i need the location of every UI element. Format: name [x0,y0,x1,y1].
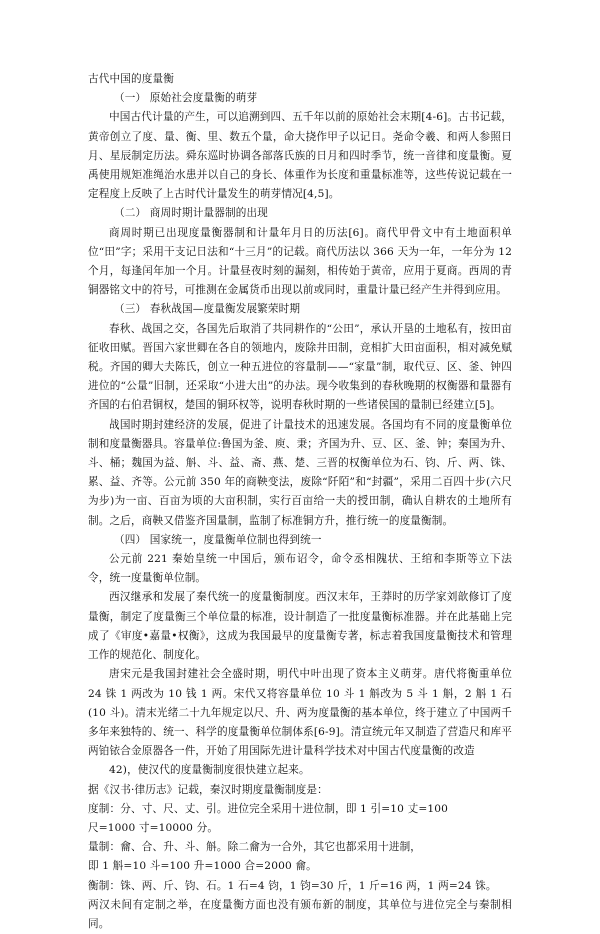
section-1-paragraph-1: 中国古代计量的产生，可以追溯到四、五千年以前的原始社会末期[4-6]。古书记载，黄帝创立了度、量、衡、里、数五个量，命大挠作甲子以记日。尧命令羲、和两人参照日月、星辰制定历法。舜东巡时协调各部落氏族的日月和四时季节，统一音律和度量衡。夏禹使用规矩准绳治水患并以自己的身长、体重作为长度和重量标准等，这些传说记载在一定程度上反映了上古时代计量发生的萌芽情况[4,5]。 [88,111,512,201]
section-4-paragraph-1: 公元前 221 秦始皇统一中国后，颁布诏令，命令丞相隗状、王绾和李斯等立下法令，统一度量衡单位制。 [88,553,512,585]
length-system-line-2: 尺=1000 寸=10000 分。 [88,821,219,834]
section-heading-4: （四） 国家统一，度量衡单位制也得到统一 [114,533,322,546]
section-heading-2: （二） 商周时期计量器制的出现 [114,207,268,220]
section-heading-1: （一） 原始社会度量衡的萌芽 [114,92,258,105]
document-page [88,70,512,934]
section-4-paragraph-3: 唐宋元是我国封建社会全盛时期，明代中叶出现了资本主义萌芽。唐代将衡重单位 24 铢 1 两改为 10 钱 1 两。宋代又将容量单位 10 斗 1 斛改为 5 斗 1 斛，2 斛 1 石(10 斗)。清末光绪二十九年规定以尺、升、两为度量衡的基本单位，终于建立了中国两千多年来独特的、统一、科学的度量衡单位制体系[6-9]。清宣统元年又制造了营造尺和库平两铂铱合金原器各一件，开始了用国际先进计量科学技术对中国古代度量衡的改造 [88,668,512,758]
section-3-paragraph-1: 春秋、战国之交，各国先后取消了共同耕作的“公田”，承认开垦的土地私有，按田亩征收田赋。晋国六家世卿在各自的领地内，废除井田制，竞相扩大田亩面积，相对减免赋税。齐国的卿大夫陈氏，创立一种五进位的容量制——“家量”制，取代豆、区、釜、钟四进位的“公量”旧制，还采取“小进大出”的办法。现今收集到的春秋晚期的权衡器和量器有齐国的右伯君铜权，楚国的铜环权等，说明春秋时期的一些诸侯国的量制已经建立[5]。 [88,322,512,412]
volume-system-line-1: 量制：龠、合、升、斗、斛。除二龠为一合外，其它也都采用十进制， [88,841,422,854]
section-4-paragraph-4: 42)，使汉代的度量衡制度很快建立起来。 [109,764,310,777]
volume-system-line-2: 即 1 斛=10 斗=100 升=1000 合=2000 龠。 [88,860,317,873]
measurement-system-intro: 据《汉书·律历志》记载，秦汉时期度量衡制度是： [88,783,328,796]
closing-paragraph: 两汉未间有定制之举，在度量衡方面也没有颁布新的制度，其单位与进位完全与秦制相同。 [88,898,512,930]
volume-system [88,838,512,876]
section-3-paragraph-2: 战国时期封建经济的发展，促进了计量技术的迅速发展。各国均有不同的度量衡单位制和度量衡器具。容量单位:鲁国为釜、庾、秉；齐国为升、豆、区、釜、钟；秦国为升、斗、桶；魏国为益、斛、斗、益、斋、燕、楚、三晋的权衡单位为石、钧、斤、两、铢、累、益、齐等。公元前 350 年的商鞅变法，废除“阡陌”和“封疆”，采用二百四十步(六尺为步)为一亩、百亩为顷的大亩积制，实行百亩给一夫的授田制，确认自耕农的土地所有制。之后，商鞅又借鉴齐国量制，监制了标准铜方升，推行统一的度量衡制。 [88,418,512,527]
document-title: 古代中国的度量衡 [88,73,174,85]
section-2-paragraph-1: 商周时期已出现度量衡器制和计量年月日的历法[6]。商代甲骨文中有土地面积单位“田”字；采用干支记日法和“十三月”的记载。商代历法以 366 天为一年，一年分为 12 个月，每逢闰年加一个月。计量昼夜时刻的漏刻，相传始于黄帝，应用于夏商。西周的青铜器铭文中的符号，可推测在金属货币出现以前或同时，重量计量已经产生并得到应用。 [88,226,512,297]
section-4-paragraph-2: 西汉继承和发展了秦代统一的度量衡制度。西汉末年，王莽时的历学家刘歆修订了度量衡，制定了度量衡三个单位量的标准，设计制造了一批度量衡标准器。并在此基础上完成了《审度•嘉量•权衡》，这成为我国最早的度量衡专著，标志着我国度量衡技术和管理工作的规范化、制度化。 [88,591,512,662]
weight-system: 衡制：铢、两、斤、钧、石。1 石=4 钧，1 钧=30 斤，1 斤=16 两，1 两=24 铢。 [88,879,497,892]
length-system [88,800,512,838]
length-system-line-1: 度制：分、寸、尺、丈、引。进位完全采用十进位制，即 1 引=10 丈=100 [88,802,449,815]
section-heading-3: （三） 春秋战国—度量衡发展繁荣时期 [114,303,301,316]
